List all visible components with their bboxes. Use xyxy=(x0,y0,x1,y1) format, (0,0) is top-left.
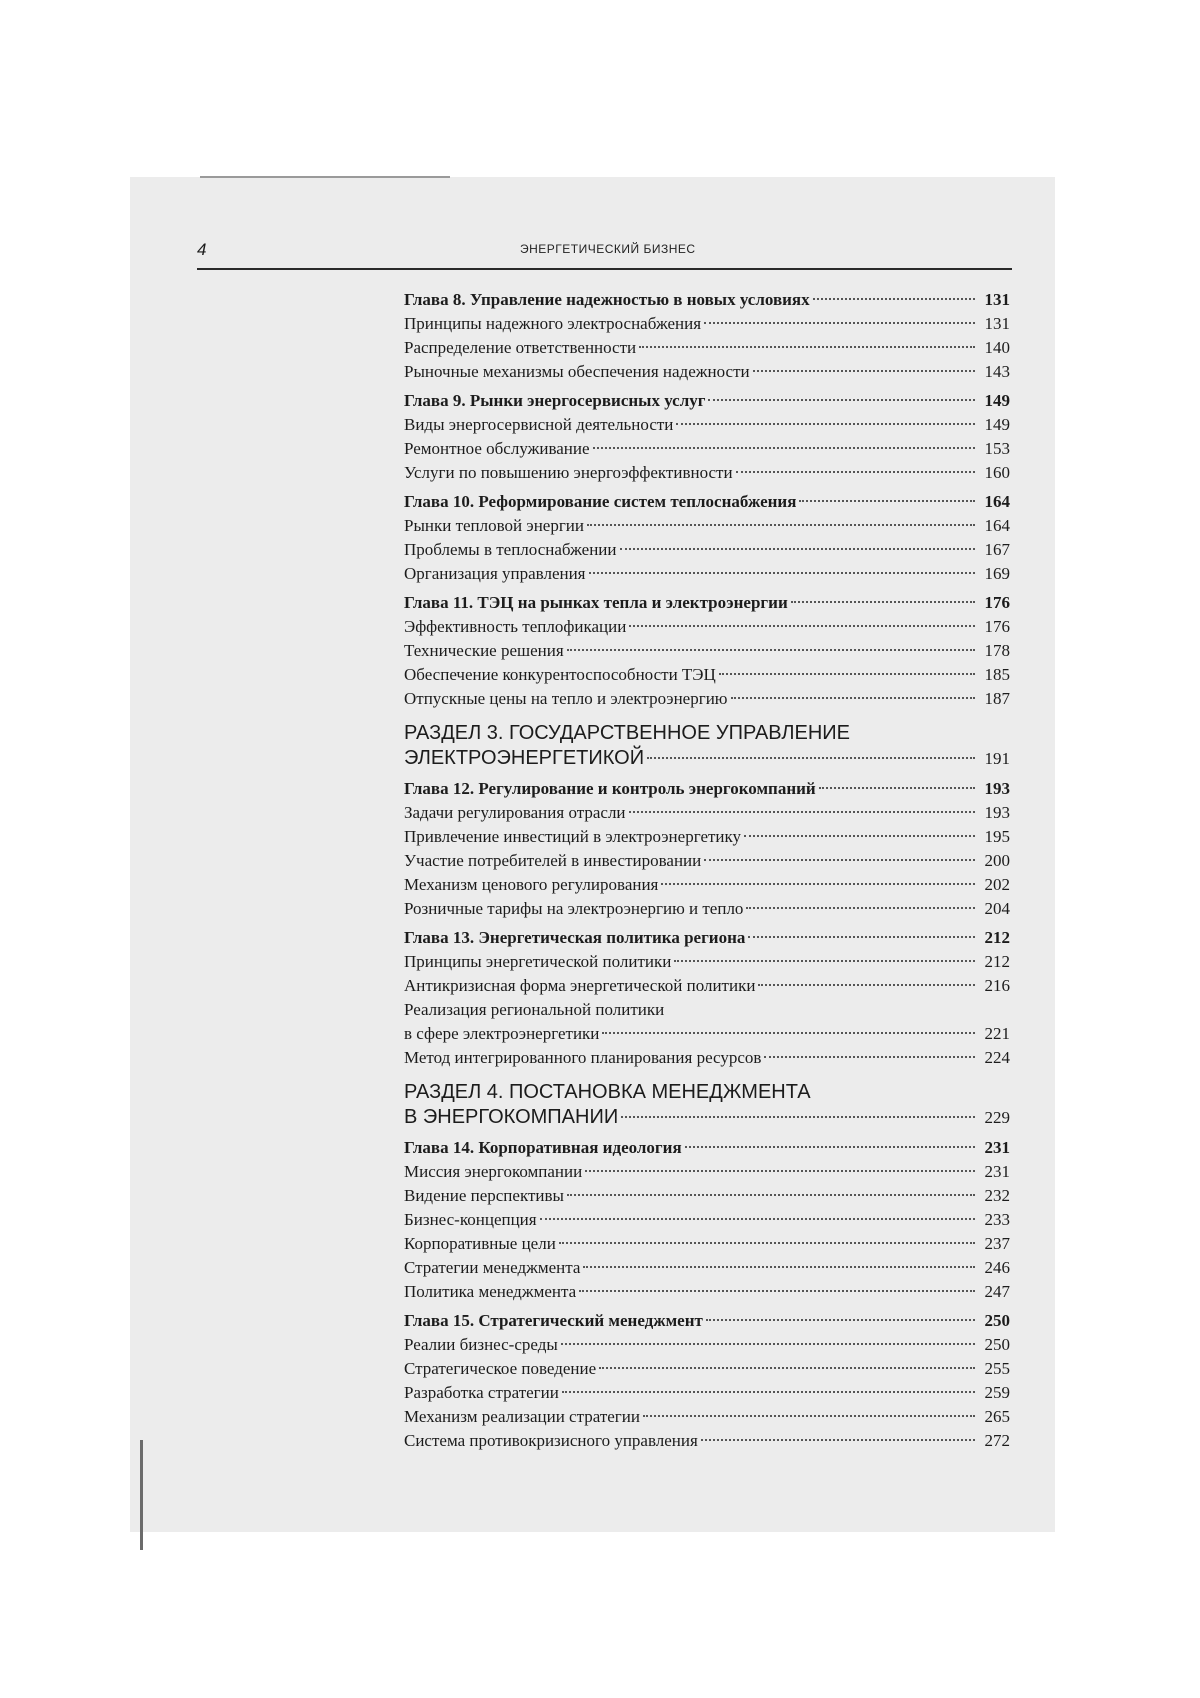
dot-leader xyxy=(791,600,975,603)
section-title-line2[interactable] xyxy=(404,1104,1010,1130)
toc-item-page: 224 xyxy=(984,1048,1010,1067)
toc-item[interactable] xyxy=(404,1280,1010,1304)
section-title-line1: РАЗДЕЛ 3. ГОСУДАРСТВЕННОЕ УПРАВЛЕНИЕ xyxy=(404,722,851,744)
dot-leader xyxy=(819,786,975,789)
section-title-line2-page: 229 xyxy=(984,1108,1010,1127)
toc-item[interactable] xyxy=(404,1405,1010,1429)
toc-chapter[interactable] xyxy=(404,591,1010,615)
toc-chapter[interactable] xyxy=(404,389,1010,413)
toc-chapter-title: Глава 15. Стратегический менеджмент xyxy=(404,1311,703,1330)
dot-leader xyxy=(674,959,975,962)
toc-item[interactable] xyxy=(404,974,1010,998)
toc-item[interactable] xyxy=(404,1022,1010,1046)
dot-leader xyxy=(676,422,975,425)
toc-item[interactable] xyxy=(404,437,1010,461)
toc-item-page: 221 xyxy=(984,1024,1010,1043)
table-of-contents xyxy=(404,288,1010,1458)
toc-chapter[interactable] xyxy=(404,490,1010,514)
dot-leader xyxy=(704,858,975,861)
toc-item-title: Политика менеджмента xyxy=(404,1282,577,1301)
toc-item-title: Бизнес-концепция xyxy=(404,1210,537,1229)
toc-chapter-page: 176 xyxy=(984,593,1010,612)
toc-item-page: 143 xyxy=(984,362,1010,381)
toc-item-title: Корпоративные цели xyxy=(404,1234,556,1253)
section-title-line1: РАЗДЕЛ 4. ПОСТАНОВКА МЕНЕДЖМЕНТА xyxy=(404,1081,811,1103)
toc-item-page: 204 xyxy=(984,899,1010,918)
toc-chapter-group xyxy=(404,288,1010,384)
toc-chapter-title: Глава 13. Энергетическая политика региона xyxy=(404,928,746,947)
dot-leader xyxy=(562,1390,975,1393)
toc-chapter-page: 212 xyxy=(984,928,1010,947)
toc-item-page: 212 xyxy=(984,952,1010,971)
header-rule xyxy=(197,268,1012,270)
dot-leader xyxy=(813,297,975,300)
dot-leader xyxy=(583,1265,975,1268)
toc-chapter[interactable] xyxy=(404,777,1010,801)
toc-item-page: 202 xyxy=(984,875,1010,894)
toc-item-page: 178 xyxy=(984,641,1010,660)
toc-item[interactable] xyxy=(404,562,1010,586)
toc-chapter-page: 250 xyxy=(984,1311,1010,1330)
toc-item-title: Система противокризисного управления xyxy=(404,1431,698,1450)
dot-leader xyxy=(685,1145,975,1148)
toc-item-title: Метод интегрированного планирования ресурсов xyxy=(404,1048,762,1067)
toc-item-page: 231 xyxy=(984,1162,1010,1181)
toc-item-title: Задачи регулирования отрасли xyxy=(404,803,626,822)
dot-leader xyxy=(585,1169,975,1172)
page-number: 4 xyxy=(197,240,207,259)
toc-chapter-group xyxy=(404,1309,1010,1453)
dot-leader xyxy=(736,470,975,473)
dot-leader xyxy=(629,624,975,627)
toc-item-title: Привлечение инвестиций в электроэнергетику xyxy=(404,827,742,846)
toc-item-title: Эффективность теплофикации xyxy=(404,617,627,636)
toc-item-title: Механизм реализации стратегии xyxy=(404,1407,640,1426)
toc-item[interactable] xyxy=(404,849,1010,873)
toc-item[interactable] xyxy=(404,1256,1010,1280)
section-title-line2[interactable] xyxy=(404,745,1010,771)
dot-leader xyxy=(589,571,975,574)
toc-item[interactable] xyxy=(404,360,1010,384)
toc-item-title: Принципы надежного электроснабжения xyxy=(404,314,702,333)
section-title-line2-title: В ЭНЕРГОКОМПАНИИ xyxy=(404,1106,619,1128)
toc-item-title: Ремонтное обслуживание xyxy=(404,439,590,458)
binding-edge xyxy=(140,1440,143,1550)
dot-leader xyxy=(744,834,975,837)
running-title: ЭНЕРГЕТИЧЕСКИЙ БИЗНЕС xyxy=(520,242,696,256)
toc-chapter-page: 164 xyxy=(984,492,1010,511)
toc-item-title: Видение перспективы xyxy=(404,1186,564,1205)
dot-leader xyxy=(621,1115,975,1118)
toc-chapter[interactable] xyxy=(404,926,1010,950)
toc-item-page: 187 xyxy=(984,689,1010,708)
toc-item-page: 153 xyxy=(984,439,1010,458)
dot-leader xyxy=(540,1217,975,1220)
toc-item-title: Проблемы в теплоснабжении xyxy=(404,540,617,559)
toc-item-page: 149 xyxy=(984,415,1010,434)
toc-item-title: Антикризисная форма энергетической политики xyxy=(404,976,756,995)
dot-leader xyxy=(708,398,975,401)
toc-item[interactable] xyxy=(404,663,1010,687)
toc-item-page: 160 xyxy=(984,463,1010,482)
toc-item[interactable] xyxy=(404,336,1010,360)
toc-item-page: 246 xyxy=(984,1258,1010,1277)
toc-item-page: 216 xyxy=(984,976,1010,995)
toc-item-page: 255 xyxy=(984,1359,1010,1378)
toc-chapter[interactable] xyxy=(404,288,1010,312)
scan-edge-line xyxy=(200,176,450,178)
toc-item-title: Виды энергосервисной деятельности xyxy=(404,415,674,434)
toc-item-title: Услуги по повышению энергоэффективности xyxy=(404,463,733,482)
dot-leader xyxy=(567,648,975,651)
toc-item[interactable] xyxy=(404,1333,1010,1357)
toc-item-page: 259 xyxy=(984,1383,1010,1402)
toc-item-line1: Реализация региональной политики xyxy=(404,1000,665,1019)
toc-item[interactable] xyxy=(404,950,1010,974)
dot-leader xyxy=(643,1414,975,1417)
toc-item-title: Рынки тепловой энергии xyxy=(404,516,585,535)
toc-item-title: Реалии бизнес-среды xyxy=(404,1335,558,1354)
toc-item-page: 164 xyxy=(984,516,1010,535)
toc-item[interactable] xyxy=(404,687,1010,711)
toc-chapter-title: Глава 10. Реформирование систем теплоснабжения xyxy=(404,492,797,511)
toc-item-title: Разработка стратегии xyxy=(404,1383,559,1402)
toc-item[interactable] xyxy=(404,1184,1010,1208)
dot-leader xyxy=(764,1055,975,1058)
toc-item-page: 185 xyxy=(984,665,1010,684)
toc-item[interactable] xyxy=(404,615,1010,639)
toc-item[interactable] xyxy=(404,413,1010,437)
dot-leader xyxy=(753,369,975,372)
toc-chapter-group xyxy=(404,389,1010,485)
dot-leader xyxy=(567,1193,975,1196)
toc-item-title: Организация управления xyxy=(404,564,586,583)
toc-item[interactable] xyxy=(404,1357,1010,1381)
toc-item[interactable] xyxy=(404,873,1010,897)
dot-leader xyxy=(629,810,975,813)
toc-item-page: 167 xyxy=(984,540,1010,559)
dot-leader xyxy=(602,1031,975,1034)
toc-item[interactable] xyxy=(404,1381,1010,1405)
toc-chapter[interactable] xyxy=(404,1136,1010,1160)
toc-item-title: Стратегии менеджмента xyxy=(404,1258,581,1277)
toc-section[interactable] xyxy=(404,721,1010,771)
toc-chapter-title: Глава 11. ТЭЦ на рынках тепла и электроэнергии xyxy=(404,593,788,612)
toc-item-page: 247 xyxy=(984,1282,1010,1301)
dot-leader xyxy=(620,547,976,550)
dot-leader xyxy=(748,935,975,938)
toc-item[interactable] xyxy=(404,538,1010,562)
dot-leader xyxy=(661,882,975,885)
toc-item[interactable] xyxy=(404,312,1010,336)
dot-leader xyxy=(746,906,975,909)
dot-leader xyxy=(599,1366,975,1369)
toc-item-title: Стратегическое поведение xyxy=(404,1359,597,1378)
toc-item[interactable] xyxy=(404,461,1010,485)
dot-leader xyxy=(647,756,975,759)
section-title-line2-title: ЭЛЕКТРОЭНЕРГЕТИКОЙ xyxy=(404,747,645,769)
toc-item[interactable] xyxy=(404,1429,1010,1453)
dot-leader xyxy=(579,1289,975,1292)
dot-leader xyxy=(593,446,975,449)
toc-item-title: Распределение ответственности xyxy=(404,338,637,357)
toc-item[interactable] xyxy=(404,1046,1010,1070)
toc-item-title: Обеспечение конкурентоспособности ТЭЦ xyxy=(404,665,716,684)
toc-chapter-group xyxy=(404,490,1010,586)
toc-chapter-page: 149 xyxy=(984,391,1010,410)
toc-item-page: 176 xyxy=(984,617,1010,636)
toc-chapter-group xyxy=(404,591,1010,711)
section-title-line2-page: 191 xyxy=(984,749,1010,768)
toc-chapter[interactable] xyxy=(404,1309,1010,1333)
dot-leader xyxy=(706,1318,975,1321)
toc-chapter-group xyxy=(404,926,1010,1070)
toc-item-title: Миссия энергокомпании xyxy=(404,1162,583,1181)
toc-item-title: Розничные тарифы на электроэнергию и тепло xyxy=(404,899,744,918)
dot-leader xyxy=(799,499,975,502)
toc-item-page: 195 xyxy=(984,827,1010,846)
toc-item[interactable] xyxy=(404,1160,1010,1184)
toc-chapter-page: 131 xyxy=(984,290,1010,309)
toc-item[interactable] xyxy=(404,1208,1010,1232)
dot-leader xyxy=(704,321,975,324)
toc-section[interactable] xyxy=(404,1080,1010,1130)
toc-item[interactable] xyxy=(404,1232,1010,1256)
dot-leader xyxy=(587,523,975,526)
toc-chapter-group xyxy=(404,1136,1010,1304)
toc-item-page: 265 xyxy=(984,1407,1010,1426)
toc-chapter-page: 193 xyxy=(984,779,1010,798)
toc-item-title: Участие потребителей в инвестировании xyxy=(404,851,702,870)
toc-item-title: в сфере электроэнергетики xyxy=(404,1024,600,1043)
toc-item[interactable] xyxy=(404,801,1010,825)
toc-item-page: 200 xyxy=(984,851,1010,870)
toc-item-page: 272 xyxy=(984,1431,1010,1450)
dot-leader xyxy=(559,1241,975,1244)
toc-item[interactable] xyxy=(404,514,1010,538)
dot-leader xyxy=(561,1342,975,1345)
dot-leader xyxy=(719,672,975,675)
toc-item-page: 193 xyxy=(984,803,1010,822)
toc-chapter-group xyxy=(404,777,1010,921)
toc-item-page: 233 xyxy=(984,1210,1010,1229)
toc-item[interactable] xyxy=(404,639,1010,663)
toc-chapter-title: Глава 14. Корпоративная идеология xyxy=(404,1138,682,1157)
toc-item-page: 237 xyxy=(984,1234,1010,1253)
toc-item-page: 250 xyxy=(984,1335,1010,1354)
dot-leader xyxy=(758,983,975,986)
toc-item-page: 232 xyxy=(984,1186,1010,1205)
toc-chapter-title: Глава 12. Регулирование и контроль энергокомпаний xyxy=(404,779,816,798)
toc-item[interactable] xyxy=(404,897,1010,921)
toc-item-page: 169 xyxy=(984,564,1010,583)
toc-item-page: 140 xyxy=(984,338,1010,357)
toc-chapter-title: Глава 8. Управление надежностью в новых условиях xyxy=(404,290,810,309)
dot-leader xyxy=(731,696,976,699)
toc-item-title: Механизм ценового регулирования xyxy=(404,875,659,894)
toc-item-title: Технические решения xyxy=(404,641,564,660)
toc-item-title: Принципы энергетической политики xyxy=(404,952,672,971)
dot-leader xyxy=(701,1438,975,1441)
toc-item-title: Отпускные цены на тепло и электроэнергию xyxy=(404,689,728,708)
toc-item[interactable] xyxy=(404,825,1010,849)
toc-item-page: 131 xyxy=(984,314,1010,333)
toc-chapter-title: Глава 9. Рынки энергосервисных услуг xyxy=(404,391,706,410)
toc-item-title: Рыночные механизмы обеспечения надежности xyxy=(404,362,750,381)
toc-chapter-page: 231 xyxy=(984,1138,1010,1157)
dot-leader xyxy=(639,345,975,348)
